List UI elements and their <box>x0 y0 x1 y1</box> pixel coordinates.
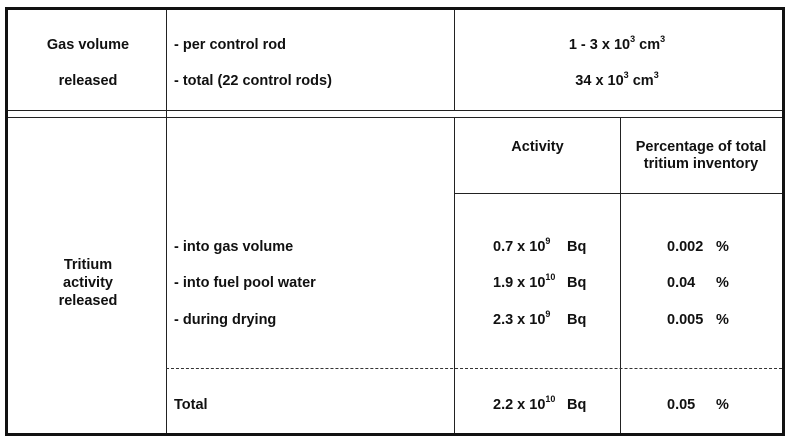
gas-label-line2: released <box>58 73 118 89</box>
activity-exponent: 10 <box>545 272 556 283</box>
activity-exponent: 10 <box>545 394 556 405</box>
total-percentage-unit: % <box>716 397 729 413</box>
tritium-header-rule <box>454 193 782 194</box>
value-mantissa: 1 - 3 x 10 <box>568 37 631 53</box>
section-separator-top <box>8 110 782 111</box>
column-header-activity: Activity <box>511 139 564 155</box>
percentage-unit: % <box>716 312 729 328</box>
activity-mantissa: 2.2 x 10 <box>493 397 546 413</box>
value-exponent: 3 <box>623 70 629 81</box>
activity-value <box>493 274 555 292</box>
activity-mantissa: 0.7 x 10 <box>493 239 546 255</box>
percentage-unit: % <box>716 275 729 291</box>
activity-value <box>493 238 550 256</box>
column-header-percentage: tritium inventory <box>643 156 759 172</box>
gas-row-value <box>455 72 779 90</box>
activity-exponent: 9 <box>545 236 551 247</box>
percentage-value: 0.002 <box>667 239 704 255</box>
column-header-percentage: Percentage of total <box>635 139 767 155</box>
unit-exponent: 3 <box>660 34 666 45</box>
tritium-label-line: Tritium <box>63 257 113 273</box>
gas-row-label: - total (22 control rods) <box>174 73 332 89</box>
total-label: Total <box>174 397 208 413</box>
divider-activity-column <box>454 118 455 433</box>
activity-unit: Bq <box>567 239 587 255</box>
percentage-value: 0.04 <box>667 275 696 291</box>
activity-unit: Bq <box>567 275 587 291</box>
divider-label-column <box>166 10 167 433</box>
tritium-row-label: - during drying <box>174 312 277 328</box>
percentage-value: 0.005 <box>667 312 704 328</box>
value-exponent: 3 <box>630 34 636 45</box>
value-mantissa: 34 x 10 <box>575 73 624 89</box>
gas-label-line1: Gas volume <box>46 37 130 53</box>
activity-exponent: 9 <box>545 309 551 320</box>
total-activity-value <box>493 396 555 414</box>
percentage-unit: % <box>716 239 729 255</box>
divider-gas-values <box>454 10 455 110</box>
tritium-row-label: - into gas volume <box>174 239 294 255</box>
tritium-label-line: activity <box>63 275 113 291</box>
value-unit: cm <box>628 73 654 89</box>
total-dashed-rule <box>166 368 782 369</box>
section-separator-bottom <box>8 117 782 118</box>
tritium-row-label: - into fuel pool water <box>174 275 316 291</box>
activity-unit: Bq <box>567 312 587 328</box>
unit-exponent: 3 <box>653 70 659 81</box>
activity-mantissa: 2.3 x 10 <box>493 312 546 328</box>
value-unit: cm <box>635 37 661 53</box>
total-percentage-value: 0.05 <box>667 397 696 413</box>
tritium-label-line: released <box>58 293 118 309</box>
total-activity-unit: Bq <box>567 397 587 413</box>
activity-mantissa: 1.9 x 10 <box>493 275 546 291</box>
activity-value <box>493 311 550 329</box>
gas-row-value <box>455 36 779 54</box>
gas-row-label: - per control rod <box>174 37 286 53</box>
